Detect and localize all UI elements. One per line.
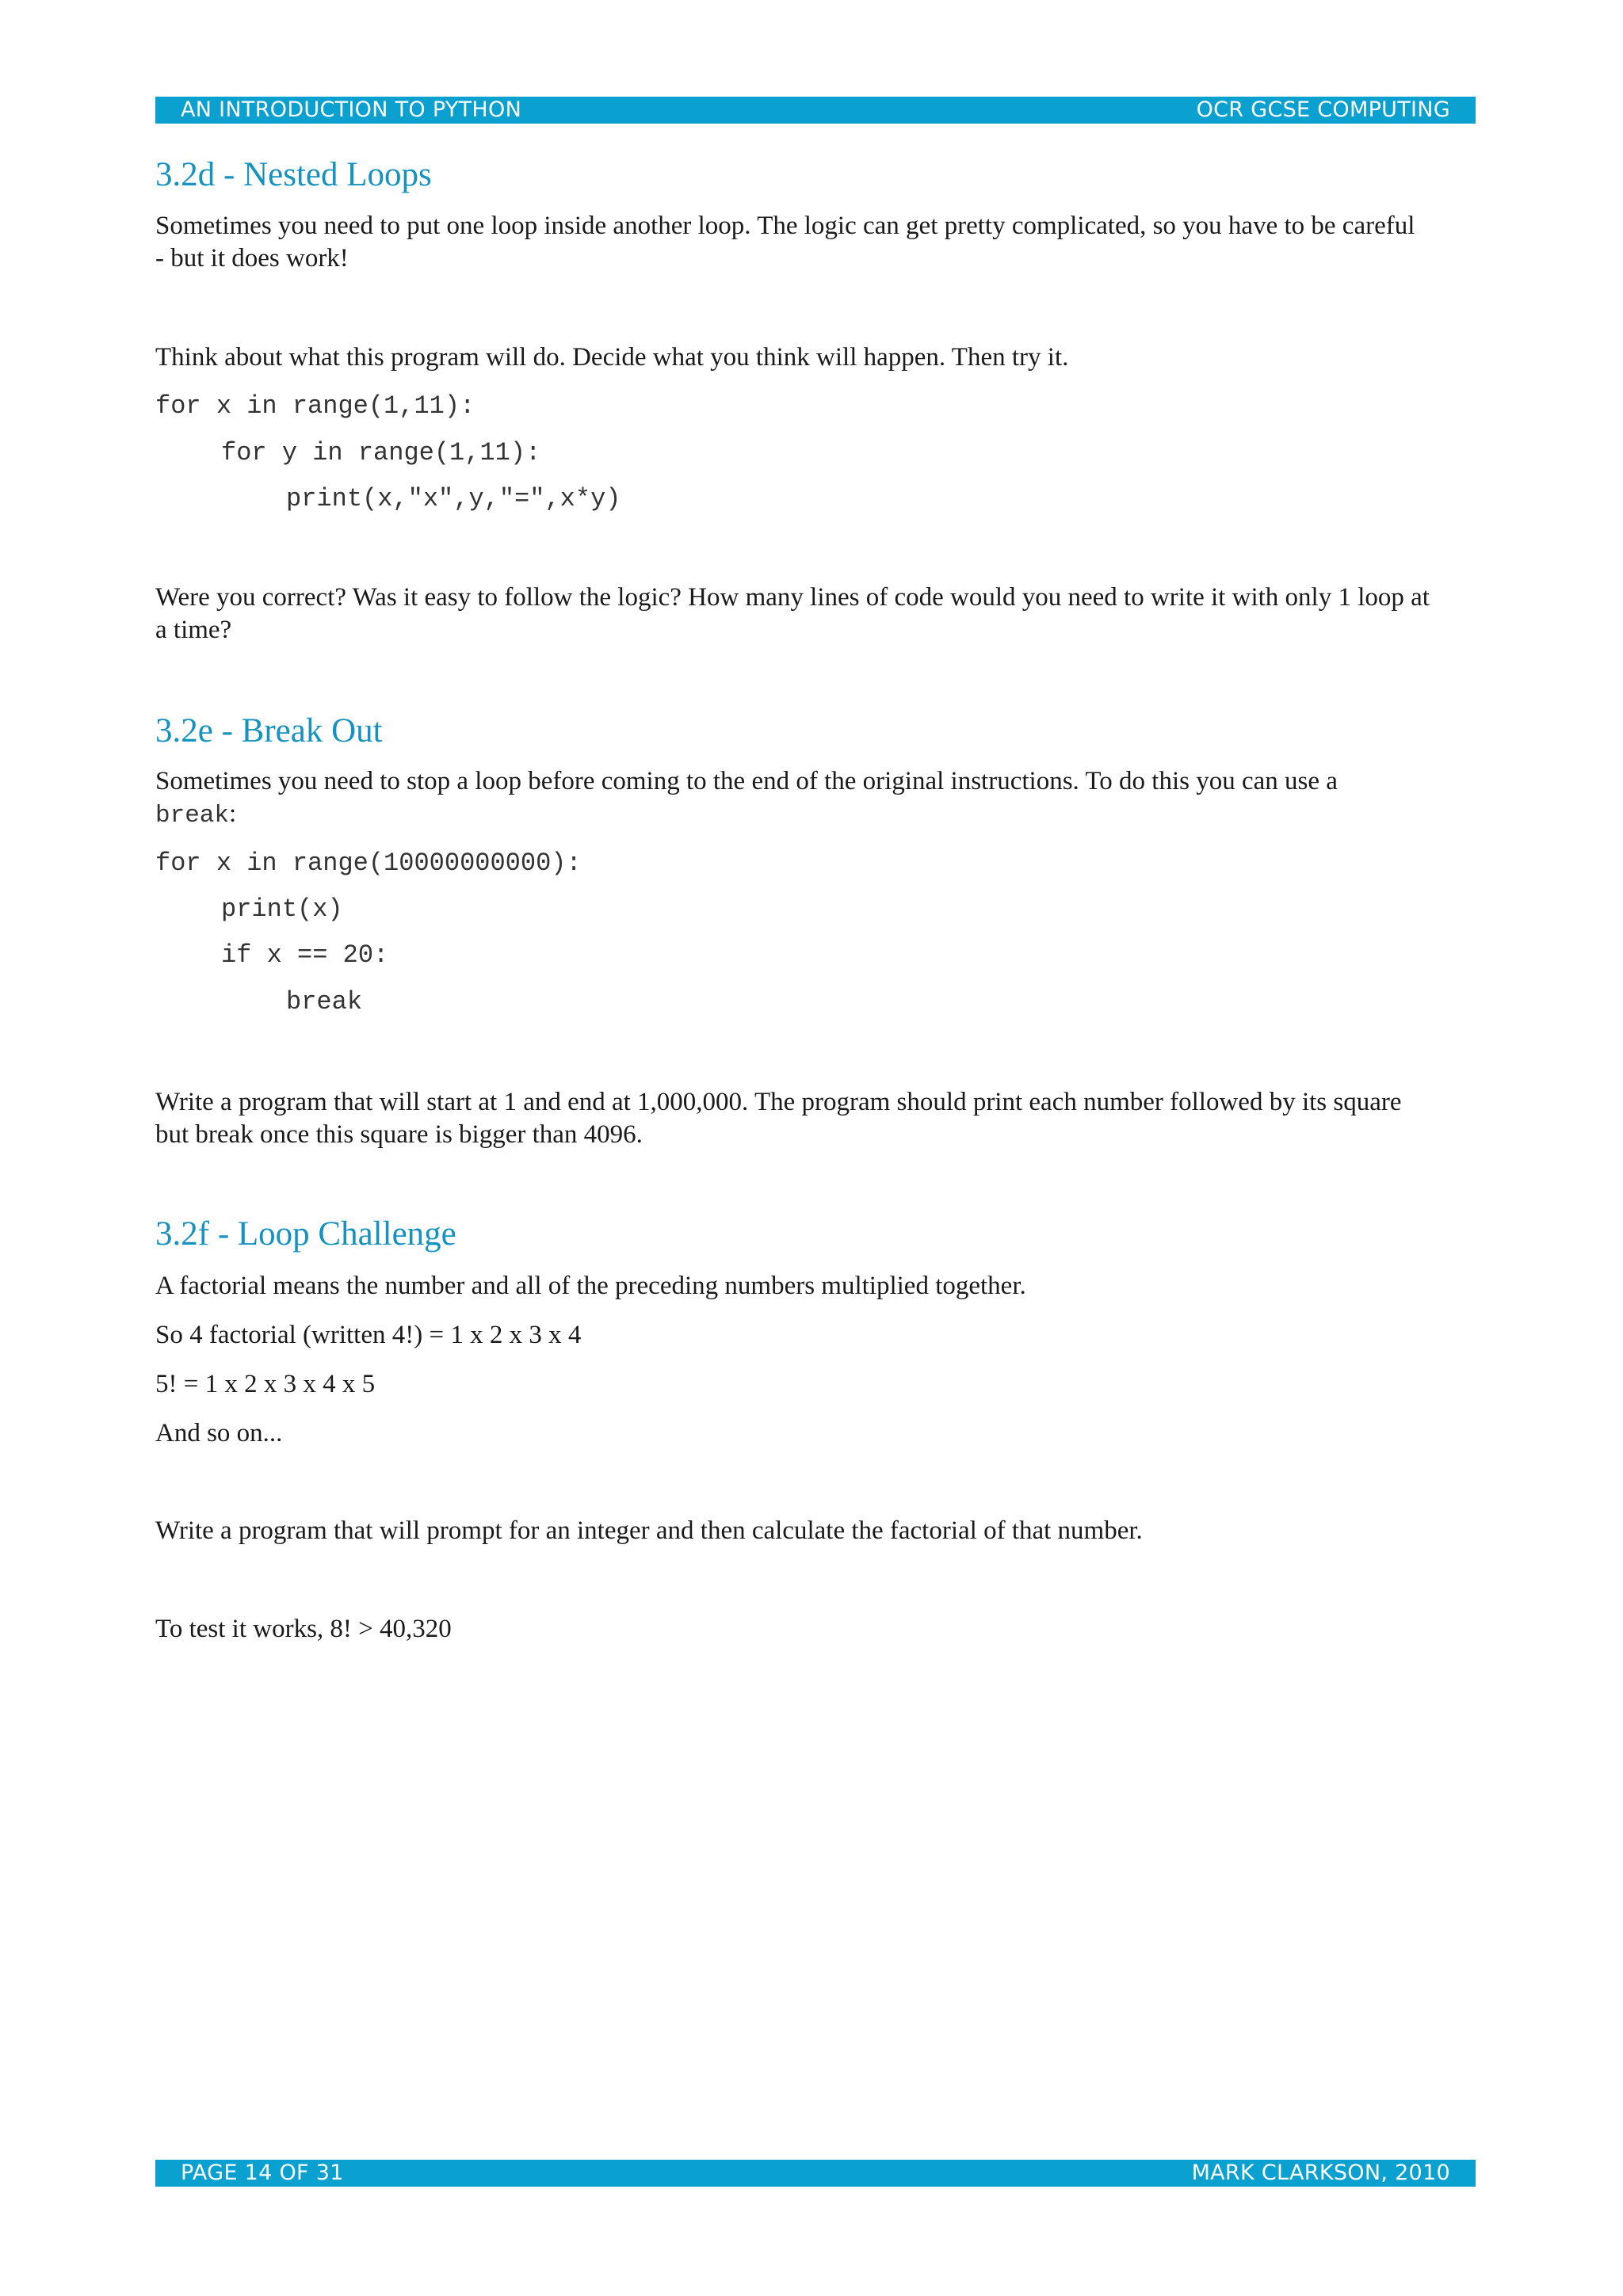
code-line: for x in range(1,11): [155,391,475,421]
code-line: print(x) [221,894,343,924]
break-task-line-1: Write a program that will start at 1 and end at 1,000,000. The program should print each number followed by its square [155,1088,1402,1116]
inline-code-break: break [155,802,230,830]
header-title: AN INTRODUCTION TO PYTHON [181,97,522,122]
nested-question-line-2: a time? [155,616,232,644]
break-intro-line-1: Sometimes you need to stop a loop before coming to the end of the original instructions. To do this you can use a [155,767,1338,795]
nested-instruction: Think about what this program will do. Decide what you think will happen. Then try it. [155,343,1069,372]
challenge-task: Write a program that will prompt for an integer and then calculate the factorial of that number. [155,1516,1143,1545]
challenge-line-2: So 4 factorial (written 4!) = 1 x 2 x 3 x 4 [155,1321,582,1349]
section-title-loop-challenge: 3.2f - Loop Challenge [155,1215,456,1253]
break-task-line-2: but break once this square is bigger than 4096. [155,1120,643,1149]
page-header [155,97,1476,124]
nested-intro-line-2: - but it does work! [155,244,349,273]
header-course: OCR GCSE COMPUTING [1196,97,1450,122]
section-title-nested-loops: 3.2d - Nested Loops [155,156,432,193]
break-intro-line-2 [155,798,1476,832]
challenge-test: To test it works, 8! > 40,320 [155,1615,452,1643]
nested-question-line-1: Were you correct? Was it easy to follow the logic? How many lines of code would you need to write it with only 1 loop at [155,583,1430,612]
break-intro-suffix: : [229,799,237,828]
challenge-line-1: A factorial means the number and all of the preceding numbers multiplied together. [155,1272,1026,1300]
code-line: for y in range(1,11): [221,438,541,467]
page-footer [155,2160,1476,2187]
section-title-break-out: 3.2e - Break Out [155,712,383,749]
code-line: for x in range(10000000000): [155,849,582,878]
challenge-line-3: 5! = 1 x 2 x 3 x 4 x 5 [155,1370,376,1398]
code-line: break [286,987,363,1016]
footer-author: MARK CLARKSON, 2010 [1191,2161,1450,2185]
challenge-line-4: And so on... [155,1419,283,1447]
code-line: print(x,"x",y,"=",x*y) [286,484,621,513]
page-number: PAGE 14 OF 31 [181,2161,344,2185]
code-line: if x == 20: [221,940,389,970]
nested-intro-line-1: Sometimes you need to put one loop inside another loop. The logic can get pretty complicated, so you have to be careful [155,212,1415,240]
